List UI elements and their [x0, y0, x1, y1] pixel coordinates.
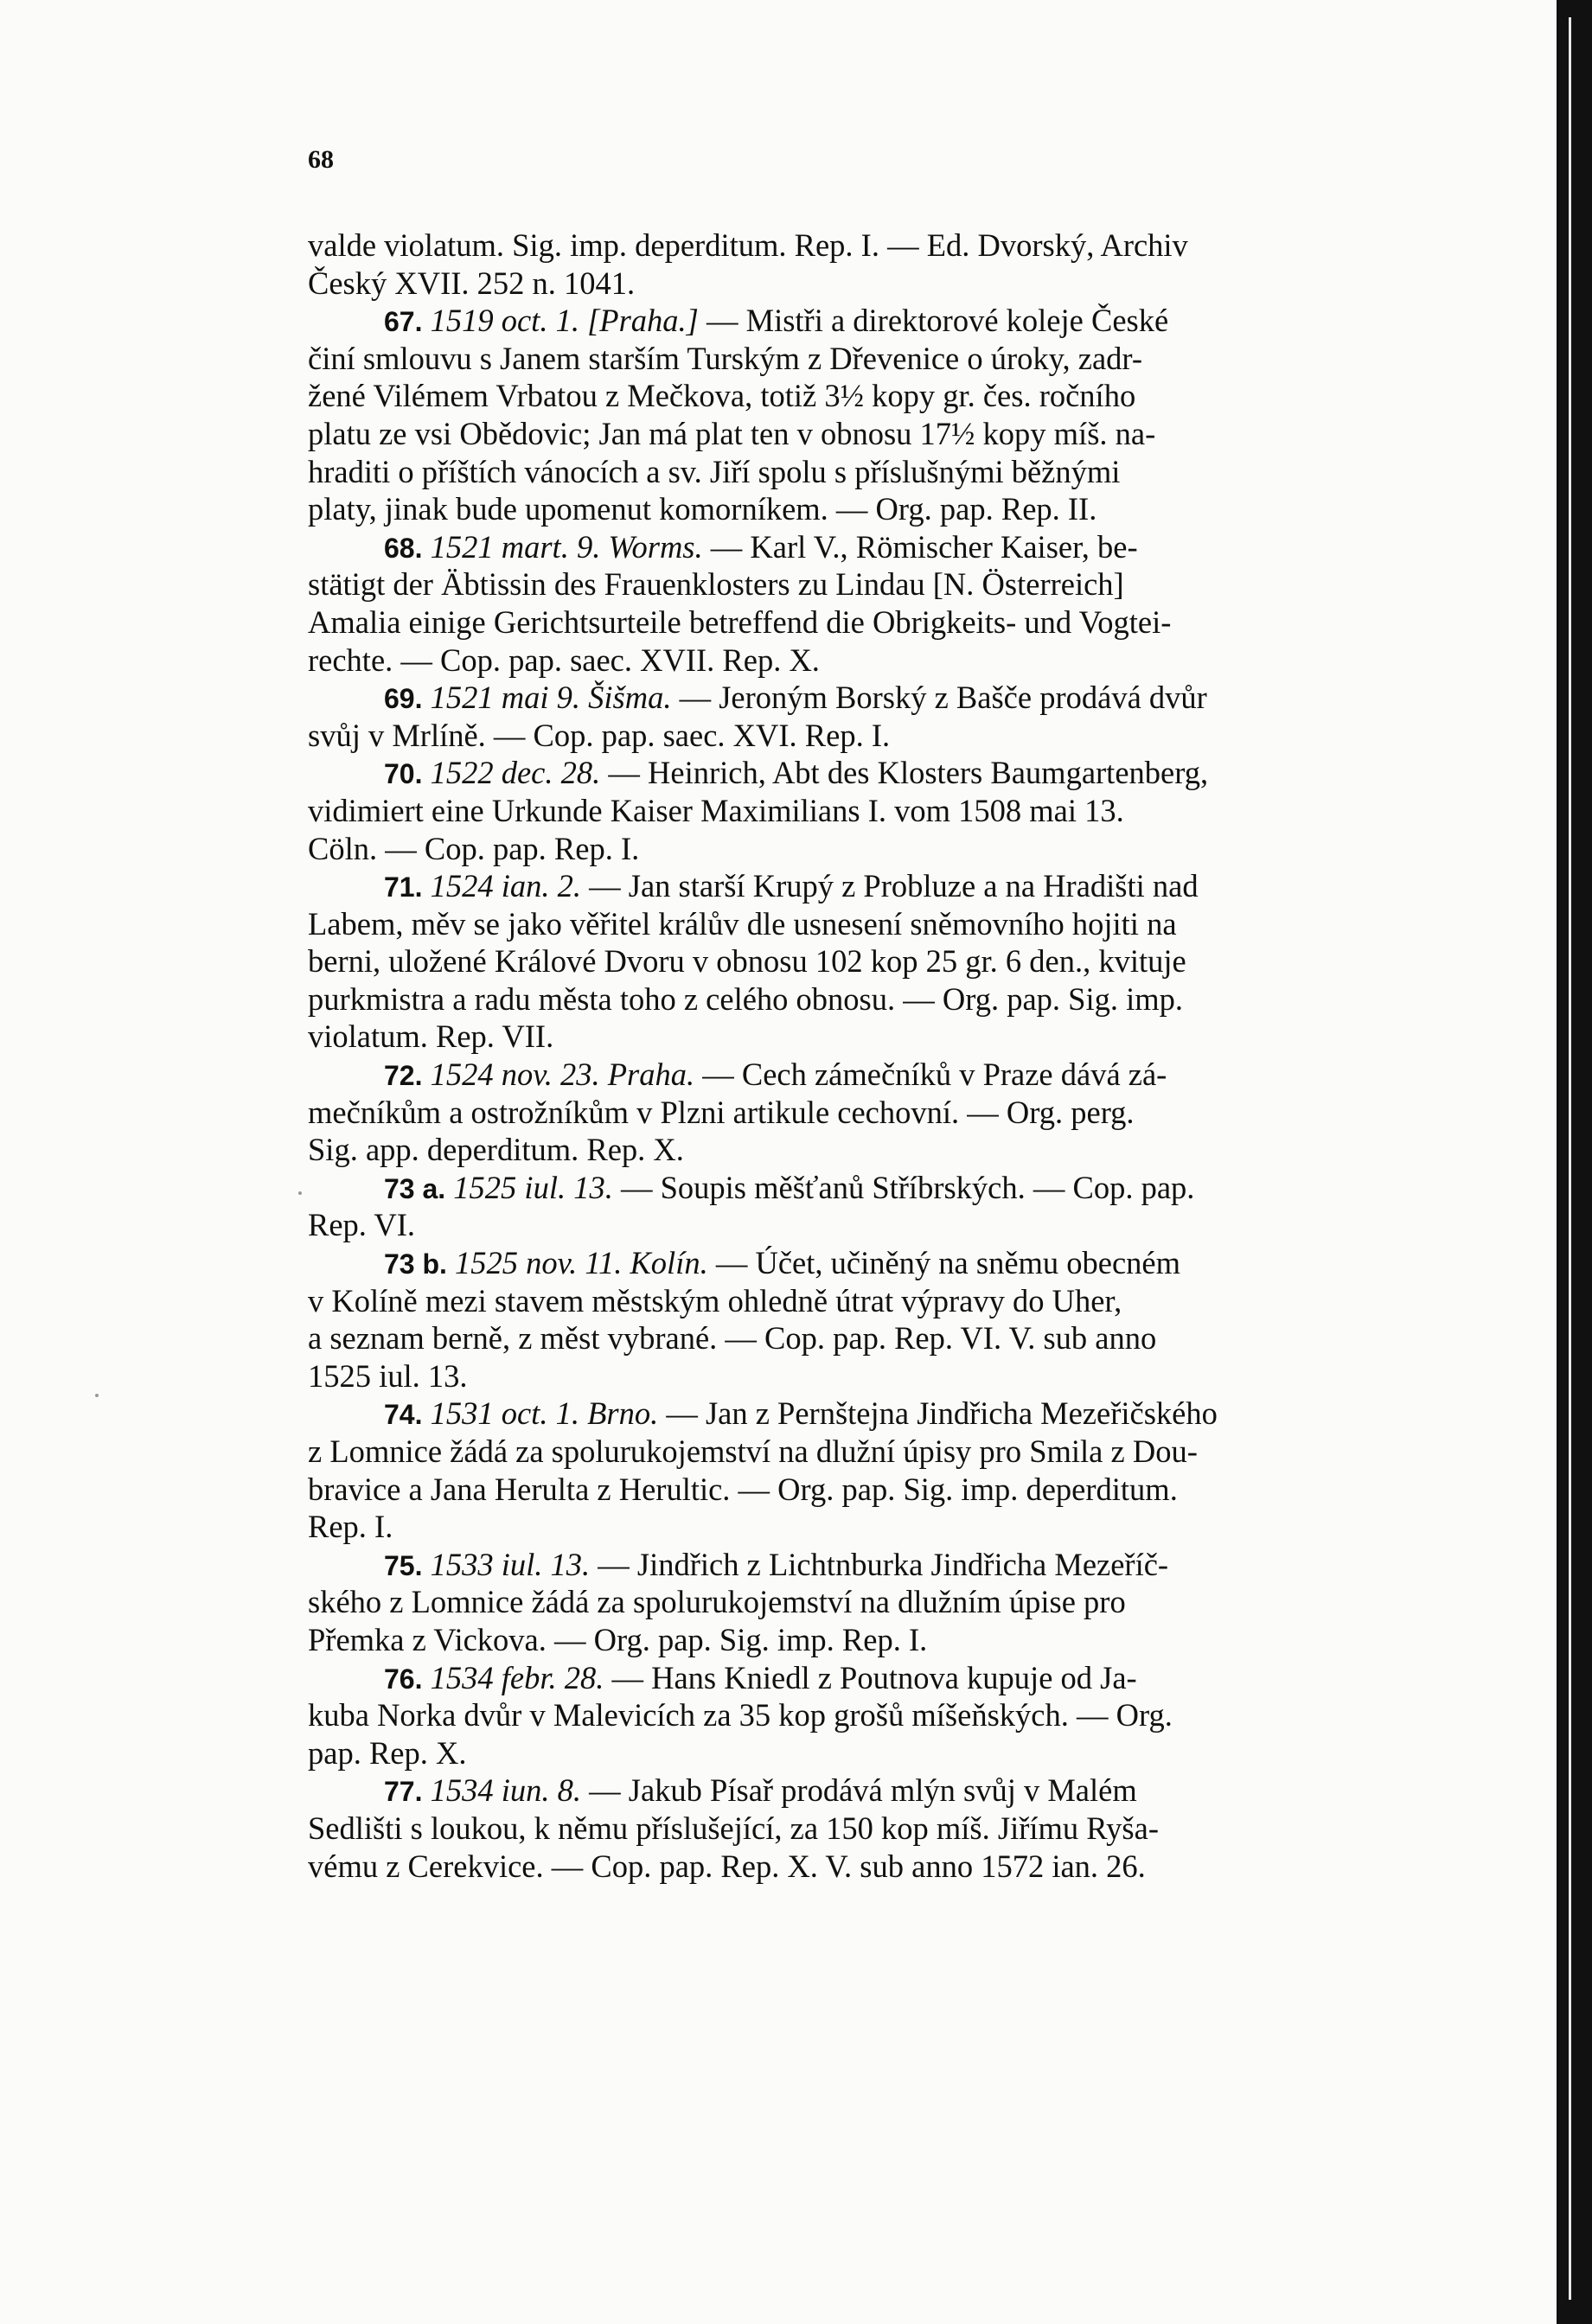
line-text: platu ze vsi Obědovic; Jan má plat ten v obnosu 17½ kopy míš. na- [308, 415, 1156, 451]
entry-number: 67. [384, 306, 423, 338]
line-text: — Jeroným Borský z Bašče prodává dvůr [679, 680, 1207, 716]
text-line [308, 1357, 1415, 1395]
text-line [308, 265, 1415, 303]
text-line [308, 1734, 1415, 1772]
entry-date: 1525 nov. 11. Kolín. [455, 1245, 708, 1281]
text-line [308, 603, 1415, 642]
text-line [308, 1319, 1415, 1357]
text-line [308, 1810, 1415, 1848]
entry-first-line [308, 302, 1415, 340]
scan-speck [298, 1191, 302, 1195]
entry-number: 74. [384, 1399, 423, 1431]
text-line [308, 1848, 1415, 1886]
line-text: kuba Norka dvůr v Malevicích za 35 kop grošů míšeňských. — Org. [308, 1697, 1173, 1733]
line-text: činí smlouvu s Janem starším Turským z Dřevenice o úroky, zadr- [308, 340, 1143, 376]
scan-edge [1557, 0, 1592, 2324]
text-line [308, 642, 1415, 680]
entry-first-line [308, 1659, 1415, 1697]
line-text: Sedlišti s loukou, k němu příslušející, za 150 kop míš. Jiřímu Ryša- [308, 1810, 1159, 1846]
line-text: mečníkům a ostrožníkům v Plzni artikule cechovní. — Org. perg. [308, 1094, 1135, 1130]
entry-date: 1534 febr. 28. [430, 1659, 604, 1695]
entry-number: 71. [384, 872, 423, 903]
line-text: Český XVII. 252 n. 1041. [308, 265, 636, 301]
line-text: — Jan starší Krupý z Probluze a na Hradišti nad [589, 868, 1199, 904]
entry-date: 1521 mai 9. Šišma. [430, 680, 672, 716]
line-text: Rep. VI. [308, 1207, 416, 1243]
line-text: Cöln. — Cop. pap. Rep. I. [308, 830, 640, 866]
text-line [308, 565, 1415, 603]
entry-number: 70. [384, 758, 423, 790]
entry-first-line [308, 867, 1415, 905]
scan-speck [95, 1394, 99, 1397]
line-text: — Jan z Pernštejna Jindřicha Mezeřičského [666, 1395, 1218, 1432]
line-text: a seznam berně, z měst vybrané. — Cop. pap. Rep. VI. V. sub anno [308, 1320, 1157, 1357]
text-line [308, 453, 1415, 491]
entry-first-line [308, 528, 1415, 566]
entry-first-line [308, 1244, 1415, 1282]
text-line [308, 227, 1415, 265]
entry-first-line [308, 679, 1415, 717]
document-body [308, 227, 1415, 1885]
text-line [308, 415, 1415, 453]
text-line [308, 1018, 1415, 1056]
text-line [308, 792, 1415, 830]
line-text: rechte. — Cop. pap. saec. XVII. Rep. X. [308, 642, 820, 678]
text-line [308, 905, 1415, 943]
line-text: Rep. I. [308, 1509, 393, 1545]
entry-date: 1534 iun. 8. [430, 1772, 582, 1809]
line-text: violatum. Rep. VII. [308, 1018, 554, 1055]
line-text: — Heinrich, Abt des Klosters Baumgartenberg, [608, 755, 1209, 791]
entry-date: 1533 iul. 13. [430, 1546, 591, 1582]
text-line [308, 1282, 1415, 1320]
entry-first-line [308, 1056, 1415, 1094]
line-text: Přemka z Vickova. — Org. pap. Sig. imp. Rep. I. [308, 1621, 928, 1657]
text-line [308, 830, 1415, 868]
text-line [308, 717, 1415, 755]
entry-date: 1525 iul. 13. [453, 1169, 613, 1205]
line-text: Sig. app. deperditum. Rep. X. [308, 1132, 684, 1168]
entry-number: 76. [384, 1663, 423, 1695]
line-text: 1525 iul. 13. [308, 1357, 468, 1394]
line-text: Amalia einige Gerichtsurteile betreffend die Obrigkeits- und Vogtei- [308, 603, 1172, 640]
text-line [308, 942, 1415, 980]
entry-first-line [308, 1772, 1415, 1810]
entry-number: 75. [384, 1549, 423, 1581]
entry-first-line [308, 1395, 1415, 1433]
text-line [308, 1131, 1415, 1169]
entry-number: 73 a. [384, 1172, 446, 1204]
line-text: bravice a Jana Herulta z Herultic. — Org. pap. Sig. imp. deperditum. [308, 1471, 1178, 1507]
entry-date: 1524 ian. 2. [430, 868, 582, 904]
line-text: — Hans Kniedl z Poutnova kupuje od Ja- [611, 1659, 1137, 1695]
line-text: purkmistra a radu města toho z celého obnosu. — Org. pap. Sig. imp. [308, 980, 1184, 1017]
line-text: pap. Rep. X. [308, 1734, 467, 1771]
entry-number: 69. [384, 683, 423, 715]
line-text: stätigt der Äbtissin des Frauenklosters zu Lindau [N. Österreich] [308, 566, 1124, 603]
line-text: — Jindřich z Lichtnburka Jindřicha Mezeříč- [598, 1546, 1169, 1582]
text-line [308, 1471, 1415, 1509]
line-text: — Cech zámečníků v Praze dává zá- [702, 1057, 1167, 1093]
text-line [308, 490, 1415, 528]
entry-first-line [308, 754, 1415, 792]
line-text: valde violatum. Sig. imp. deperditum. Rep. I. — Ed. Dvorský, Archiv [308, 227, 1188, 263]
line-text: vidimiert eine Urkunde Kaiser Maximilians I. vom 1508 mai 13. [308, 792, 1124, 828]
line-text: — Karl V., Römischer Kaiser, be- [710, 528, 1138, 565]
entry-number: 68. [384, 532, 423, 564]
text-line [308, 340, 1415, 378]
text-line [308, 1508, 1415, 1546]
text-line [308, 1621, 1415, 1659]
entry-number: 73 b. [384, 1248, 447, 1280]
page-number: 68 [308, 145, 334, 174]
line-text: — Účet, učiněný na sněmu obecném [715, 1245, 1181, 1281]
scan-edge-line [1569, 17, 1571, 2300]
entry-number: 72. [384, 1060, 423, 1092]
text-line [308, 980, 1415, 1018]
text-line [308, 1094, 1415, 1132]
entry-first-line [308, 1169, 1415, 1207]
entry-date: 1521 mart. 9. Worms. [430, 528, 703, 565]
line-text: z Lomnice žádá za spolurukojemství na dlužní úpisy pro Smila z Dou- [308, 1433, 1198, 1469]
line-text: svůj v Mrlíně. — Cop. pap. saec. XVI. Rep. I. [308, 717, 891, 753]
line-text: — Jakub Písař prodává mlýn svůj v Malém [589, 1772, 1137, 1809]
line-text: — Soupis měšťanů Stříbrských. — Cop. pap. [620, 1169, 1195, 1205]
line-text: — Mistři a direktorové koleje České [706, 303, 1169, 339]
entry-number: 77. [384, 1776, 423, 1808]
line-text: platy, jinak bude upomenut komorníkem. — Org. pap. Rep. II. [308, 491, 1097, 527]
text-line [308, 1696, 1415, 1734]
entry-date: 1519 oct. 1. [Praha.] [430, 303, 699, 339]
entry-date: 1522 dec. 28. [430, 755, 601, 791]
entry-first-line [308, 1546, 1415, 1584]
line-text: ského z Lomnice žádá za spolurukojemství na dlužním úpise pro [308, 1584, 1126, 1620]
line-text: Labem, měv se jako věřitel králův dle usnesení sněmovního hojiti na [308, 905, 1177, 942]
text-line [308, 1206, 1415, 1244]
line-text: v Kolíně mezi stavem městským ohledně útrat výpravy do Uher, [308, 1282, 1122, 1318]
text-line [308, 1433, 1415, 1471]
entry-date: 1524 nov. 23. Praha. [430, 1057, 695, 1093]
line-text: vému z Cerekvice. — Cop. pap. Rep. X. V. sub anno 1572 ian. 26. [308, 1848, 1146, 1884]
text-line [308, 377, 1415, 415]
line-text: žené Vilémem Vrbatou z Mečkova, totiž 3½ kopy gr. čes. ročního [308, 378, 1136, 414]
text-line [308, 1583, 1415, 1621]
line-text: berni, uložené Králové Dvoru v obnosu 102 kop 25 gr. 6 den., kvituje [308, 943, 1186, 980]
line-text: hraditi o příštích vánocích a sv. Jiří spolu s příslušnými běžnými [308, 453, 1121, 489]
entry-date: 1531 oct. 1. Brno. [430, 1395, 659, 1432]
